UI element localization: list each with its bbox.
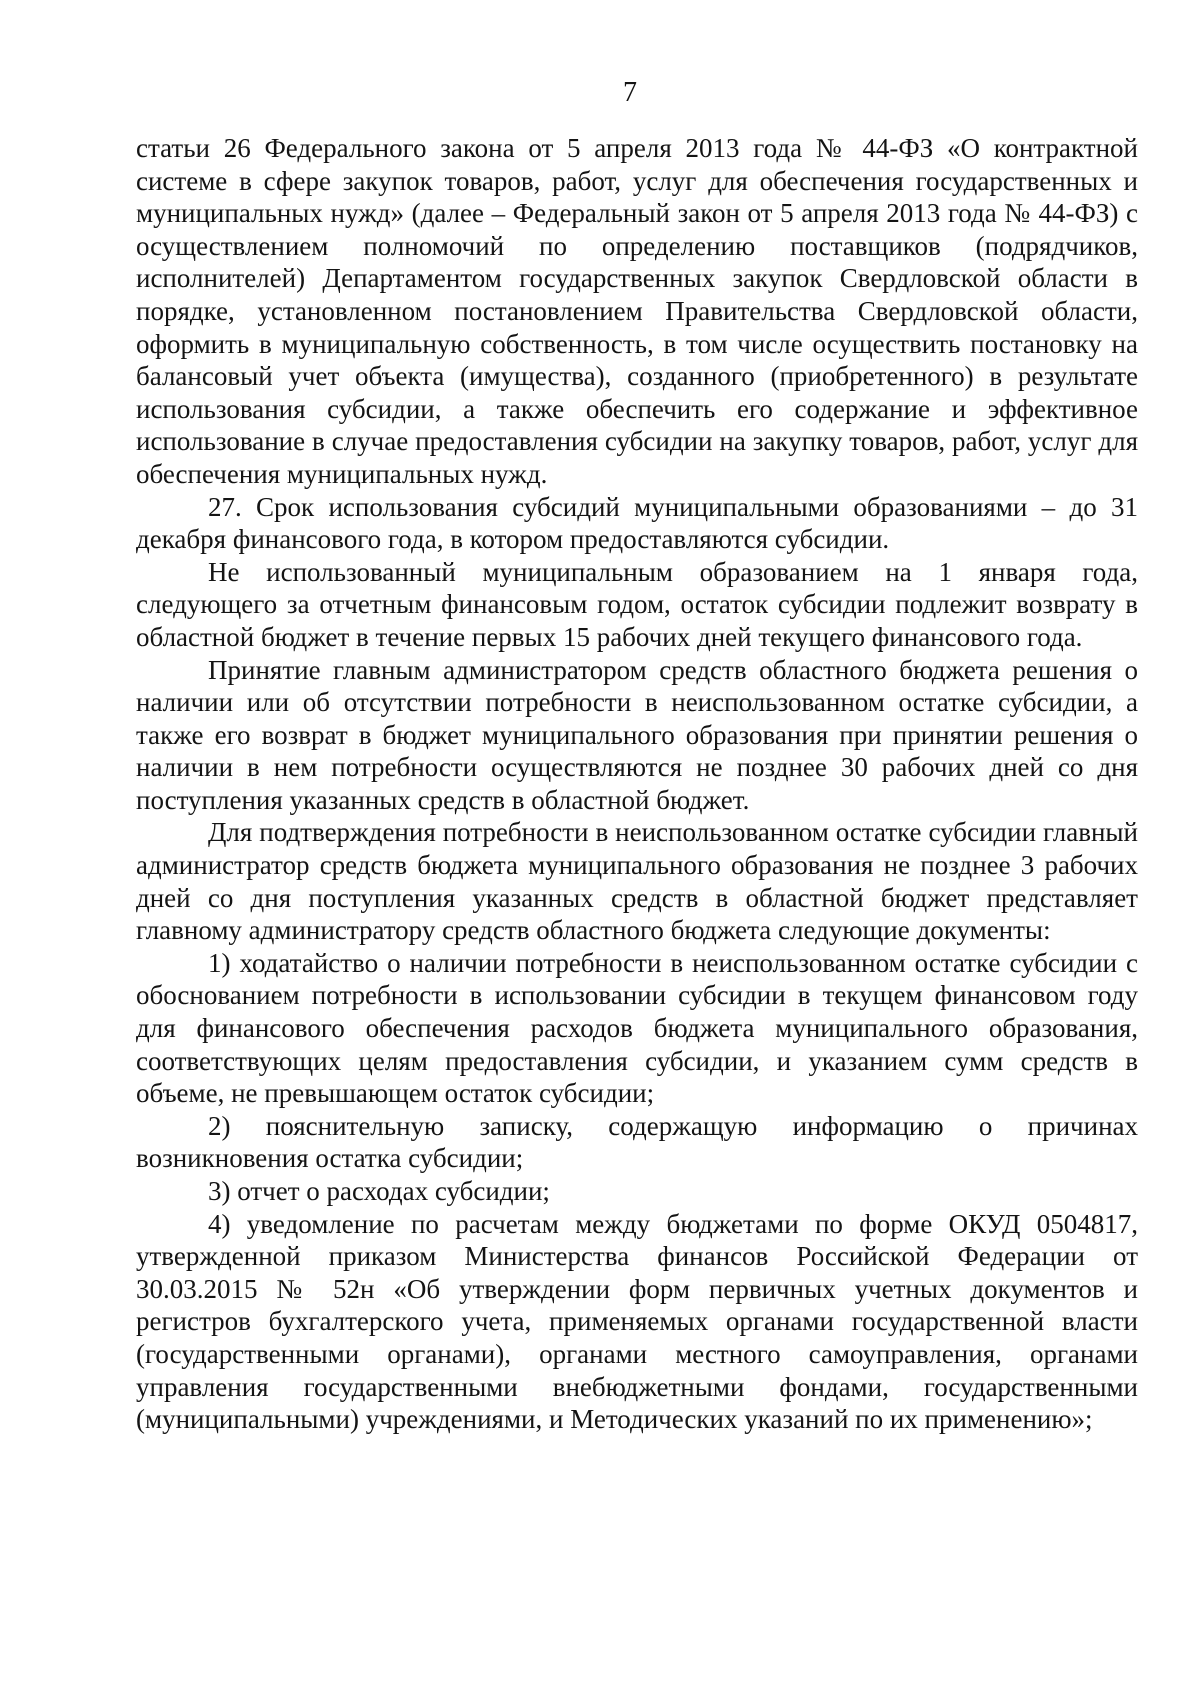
paragraph-administrator-decision: Принятие главным администратором средств областного бюджета решения о наличии или об отсутствии потребности в неиспользованном остатке субсидии, а также его возврат в бюджет муниципального образования при принятии решения о наличии в нем потребности осуществляются не позднее 30 рабочих дней со дня поступления указанных средств в областной бюджет. xyxy=(136,654,1138,815)
paragraph-unused-balance-return: Не использованный муниципальным образованием на 1 января года, следующего за отчетным финансовым годом, остаток субсидии подлежит возврату в областной бюджет в течение первых 15 рабочих дней текущего финансового года. xyxy=(136,556,1138,652)
paragraph-documents-intro: Для подтверждения потребности в неиспользованном остатке субсидии главный администратор средств бюджета муниципального образования не позднее 3 рабочих дней со дня поступления указанных средств в областной бюджет представляет главному администратору средств областного бюджета следующие документы: xyxy=(136,817,1138,946)
document-body xyxy=(136,132,1138,1436)
paragraph-article-26-continuation: статьи 26 Федерального закона от 5 апреля 2013 года № 44-ФЗ «О контрактной системе в сфере закупок товаров, работ, услуг для обеспечения государственных и муниципальных нужд» (далее – Федеральный закон от 5 апреля 2013 года № 44-ФЗ) с осуществлением полномочий по определению поставщиков (подрядчиков, исполнителей) Департаментом государственных закупок Свердловской области в порядке, установленном постановлением Правительства Свердловской области, оформить в муниципальную собственность, в том числе осуществить постановку на балансовый учет объекта (имущества), созданного (приобретенного) в результате использования субсидии, а также обеспечить его содержание и эффективное использование в случае предоставления субсидии на закупку товаров, работ, услуг для обеспечения муниципальных нужд. xyxy=(136,133,1138,489)
list-item-3-expense-report: 3) отчет о расходах субсидии; xyxy=(208,1176,550,1206)
page-number: 7 xyxy=(623,77,637,108)
list-item-1-petition: 1) ходатайство о наличии потребности в неиспользованном остатке субсидии с обоснованием потребности в использовании субсидии в текущем финансовом году для финансового обеспечения расходов бюджета муниципального образования, соответствующих целям предоставления субсидии, и указанием сумм средств в объеме, не превышающем остаток субсидии; xyxy=(136,947,1138,1109)
list-item-4-settlement-notice: 4) уведомление по расчетам между бюджетами по форме ОКУД 0504817, утвержденной приказом Министерства финансов Российской Федерации от 30.03.2015 № 52н «Об утверждении форм первичных учетных документов и регистров бухгалтерского учета, применяемых органами государственной власти (государственными органами), органами местного самоуправления, органами управления государственными внебюджетными фондами, государственными (муниципальными) учреждениями, и Методических указаний по их применению»; xyxy=(136,1208,1138,1435)
paragraph-item-27: 27. Срок использования субсидий муниципальными образованиями – до 31 декабря финансового года, в котором предоставляются субсидии. xyxy=(136,491,1138,555)
list-item-2-explanatory-note: 2) пояснительную записку, содержащую информацию о причинах возникновения остатка субсидии; xyxy=(136,1110,1138,1174)
